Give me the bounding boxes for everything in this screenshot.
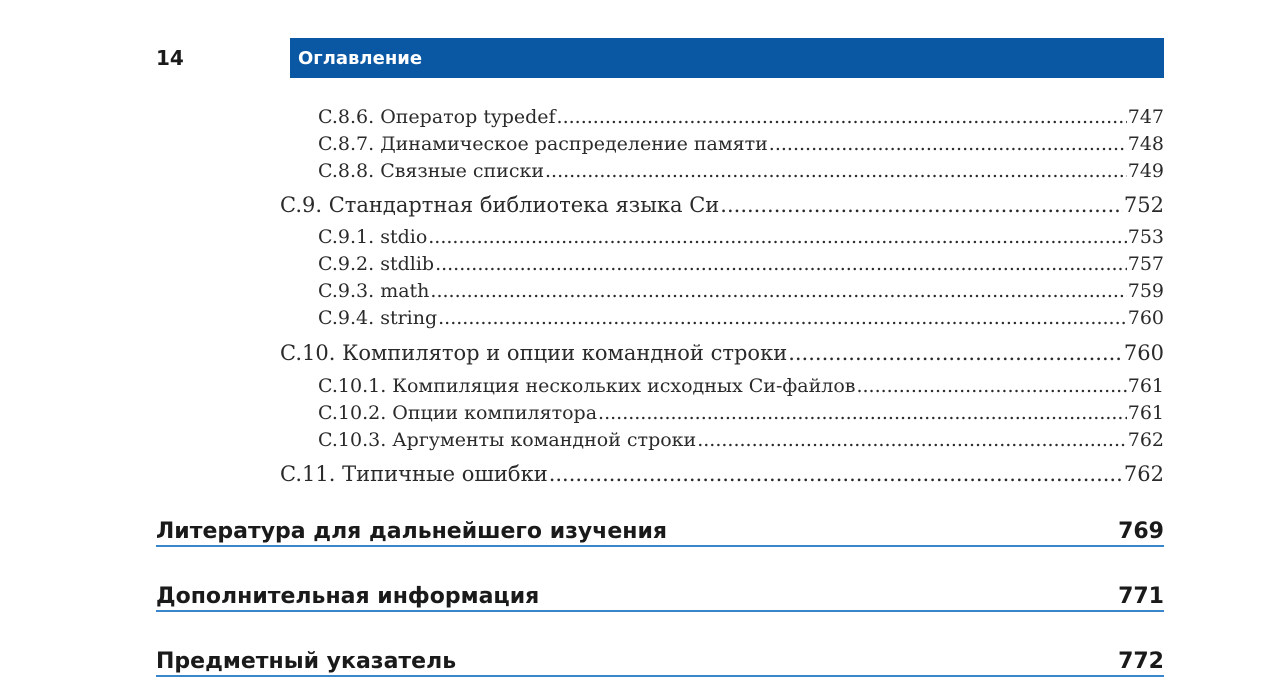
toc-entry-label: C.9.4. string: [318, 307, 438, 329]
chapter-label: Литература для дальнейшего изучения: [156, 519, 667, 544]
toc-section-label: C.9. Стандартная библиотека языка Си: [280, 193, 720, 217]
toc-leader-dots: [545, 160, 1127, 182]
toc-section[interactable]: [280, 462, 1164, 490]
toc-leader-dots: [438, 307, 1127, 329]
toc-leader-dots: [428, 226, 1126, 248]
toc-entry[interactable]: [318, 280, 1164, 304]
toc-entry-page: 760: [1127, 307, 1164, 329]
toc-entry[interactable]: [318, 307, 1164, 331]
toc-entry[interactable]: [318, 402, 1164, 426]
chapter-page: 771: [1118, 584, 1164, 609]
toc-leader-dots: [435, 253, 1127, 275]
toc-leader-dots: [769, 133, 1127, 155]
toc-entry-page: 747: [1127, 106, 1164, 128]
page-number: 14: [156, 46, 184, 70]
toc-leader-dots: [697, 429, 1127, 451]
toc-entry-page: 757: [1127, 253, 1164, 275]
toc-leader-dots: [720, 193, 1123, 217]
chapter-page: 769: [1118, 519, 1164, 544]
toc-section[interactable]: [280, 341, 1164, 369]
toc-entry[interactable]: [318, 375, 1164, 399]
toc-section[interactable]: [280, 193, 1164, 221]
toc-section-page: 752: [1123, 193, 1164, 217]
toc-entry-label: C.9.3. math: [318, 280, 430, 302]
toc-entry-label: C.10.3. Аргументы командной строки: [318, 429, 697, 451]
chapter-label: Предметный указатель: [156, 649, 457, 674]
toc-section-label: C.10. Компилятор и опции командной строки: [280, 341, 788, 365]
toc-entry-label: C.9.1. stdio: [318, 226, 428, 248]
header-bar: [290, 38, 1164, 78]
toc-entry-label: C.8.6. Оператор typedef: [318, 106, 556, 128]
toc-entry-label: C.10.1. Компиляция нескольких исходных Си-файлов: [318, 375, 856, 397]
toc-entry-page: 761: [1127, 402, 1164, 424]
toc-entry-page: 762: [1127, 429, 1164, 451]
toc-entry[interactable]: [318, 253, 1164, 277]
toc-entry-label: C.8.8. Связные списки: [318, 160, 544, 182]
toc-entry[interactable]: [318, 133, 1164, 157]
toc-entry-page: 759: [1127, 280, 1164, 302]
header-title: Оглавление: [298, 48, 423, 69]
chapter-additional-info[interactable]: [156, 573, 1164, 612]
toc-entry[interactable]: [318, 226, 1164, 250]
toc-section-page: 760: [1123, 341, 1164, 365]
chapter-page: 772: [1118, 649, 1164, 674]
toc-section-page: 762: [1123, 462, 1164, 486]
toc-leader-dots: [549, 462, 1123, 486]
toc-leader-dots: [598, 402, 1127, 424]
toc-entry-page: 761: [1127, 375, 1164, 397]
toc-leader-dots: [856, 375, 1126, 397]
toc-entry-page: 748: [1127, 133, 1164, 155]
chapter-label: Дополнительная информация: [156, 584, 540, 609]
toc-entry-label: C.10.2. Опции компилятора: [318, 402, 598, 424]
toc-entry-page: 753: [1127, 226, 1164, 248]
toc-leader-dots: [788, 341, 1123, 365]
chapter-literature[interactable]: [156, 508, 1164, 547]
toc-entry-page: 749: [1127, 160, 1164, 182]
toc-entry-label: C.9.2. stdlib: [318, 253, 435, 275]
toc-leader-dots: [430, 280, 1126, 302]
toc-section-label: C.11. Типичные ошибки: [280, 462, 548, 486]
chapter-subject-index[interactable]: [156, 638, 1164, 677]
toc-entry[interactable]: [318, 160, 1164, 184]
toc-entry[interactable]: [318, 106, 1164, 130]
toc-leader-dots: [557, 106, 1127, 128]
toc-entry-label: C.8.7. Динамическое распределение памяти: [318, 133, 768, 155]
toc-entry[interactable]: [318, 429, 1164, 453]
